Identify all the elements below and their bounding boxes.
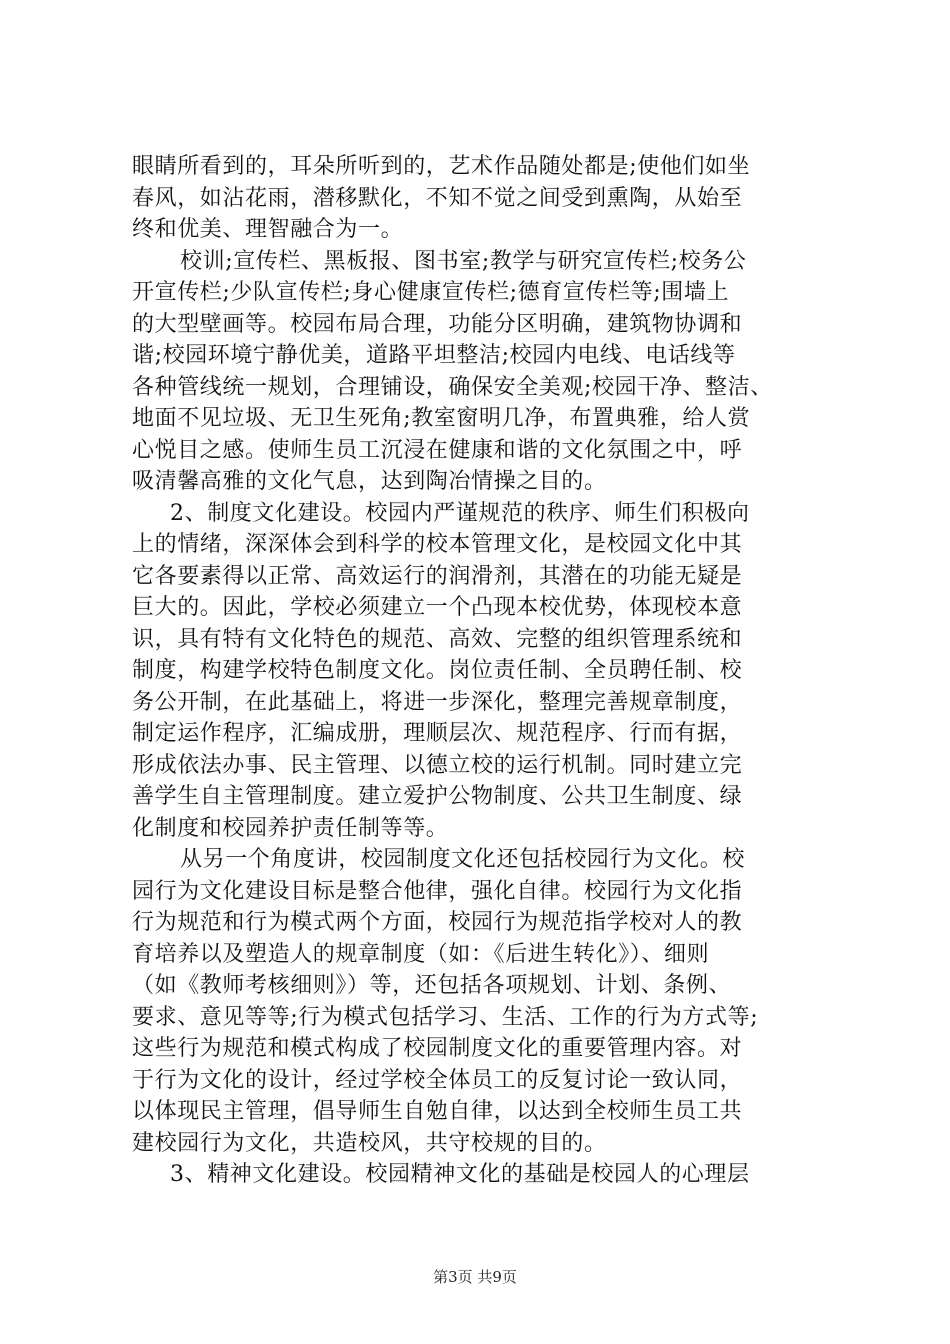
paragraph-start-line: 从另一个角度讲，校园制度文化还包括校园行为文化。校 bbox=[180, 847, 746, 872]
text-line: 地面不见垃圾、无卫生死角;教室窗明几净，布置典雅，给人赏 bbox=[132, 406, 751, 431]
section-heading-line: 3、精神文化建设。校园精神文化的基础是校园人的心理层 bbox=[170, 1162, 750, 1187]
text-line: 上的情绪，深深体会到科学的校本管理文化，是校园文化中其 bbox=[132, 532, 743, 557]
text-line: 要求、意见等等;行为模式包括学习、生活、工作的行为方式等; bbox=[132, 1004, 759, 1030]
text-line: 行为规范和行为模式两个方面，校园行为规范指学校对人的教 bbox=[132, 910, 743, 935]
text-line: 终和优美、理智融合为一。 bbox=[132, 217, 404, 242]
document-body bbox=[132, 151, 832, 1191]
text-line: 它各要素得以正常、高效运行的润滑剂，其潜在的功能无疑是 bbox=[132, 563, 743, 589]
text-line: 于行为文化的设计，经过学校全体员工的反复讨论一致认同， bbox=[132, 1067, 743, 1093]
text-line: 眼睛所看到的，耳朵所听到的，艺术作品随处都是;使他们如坐 bbox=[132, 154, 751, 179]
text-line: 园行为文化建设目标是整合他律，强化自律。校园行为文化指 bbox=[132, 878, 743, 904]
text-line: 化制度和校园养护责任制等等。 bbox=[132, 815, 449, 841]
text-line: 形成依法办事、民主管理、以德立校的运行机制。同时建立完 bbox=[132, 752, 743, 778]
text-line: 制度，构建学校特色制度文化。岗位责任制、全员聘任制、校 bbox=[132, 658, 743, 683]
text-line: 识，具有特有文化特色的规范、高效、完整的组织管理系统和 bbox=[132, 626, 743, 652]
text-line: 善学生自主管理制度。建立爱护公物制度、公共卫生制度、绿 bbox=[132, 784, 743, 809]
text-line: 巨大的。因此，学校必须建立一个凸现本校优势，体现校本意 bbox=[132, 595, 743, 620]
paragraph-start-line: 校训;宣传栏、黑板报、图书室;教学与研究宣传栏;校务公 bbox=[180, 248, 747, 274]
section-heading-line: 2、制度文化建设。校园内严谨规范的秩序、师生们积极向 bbox=[170, 500, 750, 526]
text-line: 开宣传栏;少队宣传栏;身心健康宣传栏;德育宣传栏等;围墙上 bbox=[132, 280, 730, 305]
text-line: 春风，如沾花雨，潜移默化，不知不觉之间受到熏陶，从始至 bbox=[132, 185, 743, 211]
text-line: （如《教师考核细则》）等，还包括各项规划、计划、条例、 bbox=[132, 973, 732, 998]
text-line: 务公开制，在此基础上，将进一步深化，整理完善规章制度， bbox=[132, 689, 743, 715]
text-line: 心悦目之感。使师生员工沉浸在健康和谐的文化氛围之中，呼 bbox=[132, 437, 743, 463]
page-number-footer: 第3页 共9页 bbox=[433, 1268, 517, 1286]
text-line: 制定运作程序，汇编成册，理顺层次、规范程序、行而有据， bbox=[132, 721, 743, 746]
text-line: 以体现民主管理，倡导师生自勉自律，以达到全校师生员工共 bbox=[132, 1099, 743, 1124]
text-line: 这些行为规范和模式构成了校园制度文化的重要管理内容。对 bbox=[132, 1036, 743, 1061]
text-line: 谐;校园环境宁静优美，道路平坦整洁;校园内电线、电话线等 bbox=[132, 343, 736, 368]
text-line: 各种管线统一规划，合理铺设，确保安全美观;校园干净、整洁、 bbox=[132, 374, 773, 400]
text-line: 的大型壁画等。校园布局合理，功能分区明确，建筑物协调和 bbox=[132, 311, 743, 337]
text-line: 建校园行为文化，共造校风，共守校规的目的。 bbox=[132, 1130, 607, 1156]
text-line: 吸清馨高雅的文化气息，达到陶冶情操之目的。 bbox=[132, 469, 607, 494]
text-line: 育培养以及塑造人的规章制度（如：《后进生转化》）、细则 bbox=[132, 941, 710, 967]
